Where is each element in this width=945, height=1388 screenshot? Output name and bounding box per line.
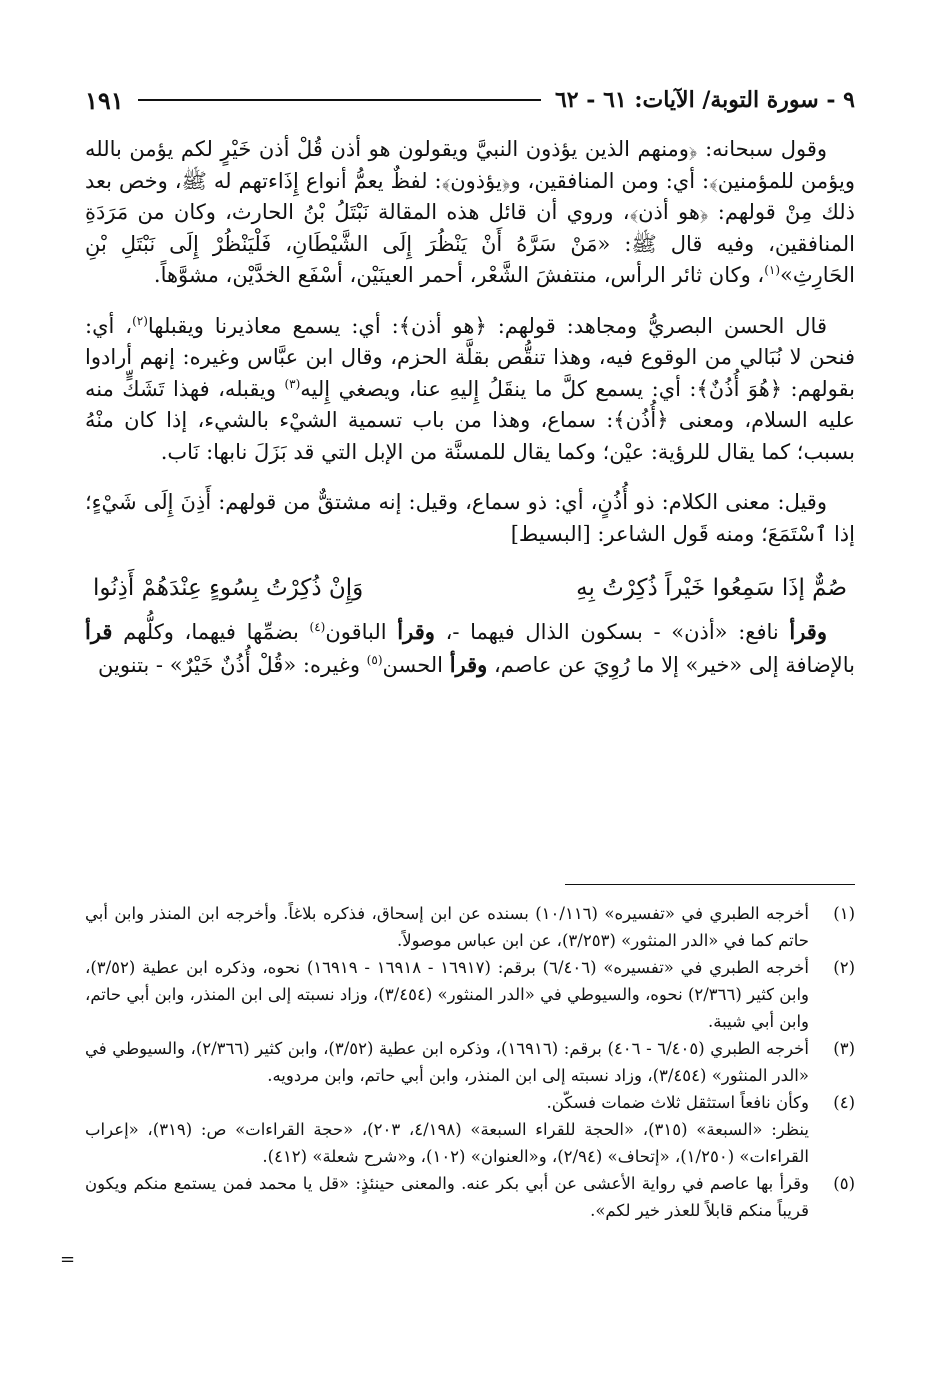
paragraph-1 (85, 134, 855, 292)
footnote-ref[interactable]: (١) (764, 263, 781, 277)
footnote-item (85, 1089, 855, 1170)
footnote-number: (٢) (833, 958, 855, 977)
running-title: ٩ - سورة التوبة/ الآيات: ٦١ - ٦٢ (554, 87, 855, 113)
paragraph-text: وقيل: معنى الكلام: ذو أُذُنٍ، أي: ذو سماع، وقيل: إنه مشتقٌّ من قولهم: أَذِنَ إِلَى شَيْءٍ؛ إذا ٱسْتَمَعَ؛ ومنه قَول الشاعر: [البسيط] (85, 490, 855, 546)
paragraph-text: ويقبله، فهذا تَشَكٍّ منه عليه السلام، ومعنى ﴿أُذُن﴾: سماع، وهذا من باب تسمية الشيْء بالشيء، إذا كان منْهُ بسبب؛ كما يقال للرؤية: عيْن؛ وكما يقال للمسنَّة من الإبل التي قد بَزَلَ نابها: نَاب. (85, 376, 855, 464)
footnote-text: أخرجه الطبري (٦/٤٠٥ - ٤٠٦) برقم: (١٦٩١٦)، وذكره ابن عطية (٣/٥٢)، وابن كثير (٢/٣٦٦)، والسيوطي في «الدر المنثور» (٣/٤٥٤)، وزاد نسبته إلى ابن المنذر، وابن أبي حاتم، وابن مردويه. (85, 1039, 809, 1085)
margin-mark: = (60, 1249, 76, 1270)
main-text (85, 134, 855, 681)
footnote-text-line: وكأن نافعاً استثقل ثلاث ضمات فسكّن. (546, 1093, 809, 1112)
paragraph-text: الباقون (325, 620, 398, 644)
footnote-text: أخرجه الطبري في «تفسيره» (٦/٤٠٦) برقم: (١٦٩١٧ - ١٦٩١٨ - ١٦٩١٩) نحوه، وذكره ابن عطية (٣/٥٢)، وابن كثير (٢/٣٦٦) نحوه، والسيوطي في «الدر المنثور» (٣/٤٥٤)، وزاد نسبته إلى ابن المنذر، وابن أبي حاتم، وابن أبي شيبة. (85, 958, 809, 1031)
paragraph-text: وقول سبحانه: ﴿ومنهم الذين يؤذون النبيَّ ويقولون هو أذن قُلْ أذن خَيْرٍ لكم يؤمن بالله ويؤمن للمؤمنين﴾: أي: ومن المنافقين، و﴿يؤذون﴾: لفظٌ يعمُّ أنواع إِذَاءتهم له ﷺ، وخص بعد ذلك مِنْ قولهم: ﴿هو أذن﴾، وروي أن قائل هذه المقالة نَبْتَلُ بْنُ الحارث، وكان من مَرَدَةِ المنافقين، وفيه قال ﷺ: «مَنْ سَرَّهُ أَنْ يَنْظُرَ إِلَى الشَّيْطَانِ، فَلْيَنْظُرْ إِلَى نَبْتَلِ بْنِ الحَارِثِ» (85, 137, 855, 287)
verse-hemistich-first: صُمٌّ إذَا سَمِعُوا خَيْراً ذُكِرْتُ بِهِ (576, 575, 847, 601)
footnote-item (85, 954, 855, 1035)
footnote-item (85, 1035, 855, 1089)
footnote-text: أخرجه الطبري في «تفسيره» (١٠/١١٦) بسنده عن ابن إسحاق، فذكره بلاغاً. وأخرجه ابن المنذر وابن أبي حاتم كما في «الدر المنثور» (٣/٢٥٣)، عن ابن عباس موصولاً. (85, 904, 810, 950)
paragraph-text: قال الحسن البصريُّ ومجاهد: قولهم: ﴿هو أذن﴾: أي: يسمع معاذيرنا ويقبلها (147, 313, 827, 338)
paragraph-text: ، أي: فنحن لا نُبَالي من الوقوع فيه، وهذا تنقُّص بقلَّة الحزم، وقال ابن عبَّاس وغيره: إنهم أرادوا بقولهم: ﴿هُوَ أُذُنٌ﴾: أي: يسمع كلَّ ما ينقَلُ إِليهِ عنا، ويصغي إِليه (85, 313, 855, 401)
paragraph-2 (85, 311, 855, 469)
footnote-ref[interactable]: (٤) (309, 620, 326, 634)
bold-keyword: قرأ (85, 619, 113, 644)
paragraph-4 (85, 616, 855, 681)
paragraph-text: بضمِّها فيهما، وكلُّهم (112, 620, 310, 644)
header-rule (138, 99, 541, 101)
verse-hemistich-second: وَإِنْ ذُكِرْتُ بِسُوءٍ عِنْدَهُمْ أَذِنُوا (93, 575, 364, 601)
paragraph-text: وغيره: «قُلْ أُذُنٌ خَيْرٌ» - بتنوين (98, 652, 367, 677)
bold-keyword: وقرأ (789, 619, 827, 644)
footnote-text: وقرأ بها عاصم في رواية الأعشى عن أبي بكر عنه. والمعنى حينئذٍ: «قل يا محمد فمن يستمع منكم ويكون قريباً منكم قابلاً للعذر خير لكم». (85, 1174, 809, 1220)
footnote-item (85, 900, 855, 954)
footnote-number: (٣) (833, 1039, 855, 1058)
page-header (85, 80, 855, 120)
footnote-ref[interactable]: (٥) (366, 652, 383, 667)
footnote-text-line: ينظر: «السبعة» (٣١٥)، «الحجة للقراء السبعة» (٤/١٩٨، ٢٠٣)، «حجة القراءات» ص: (٣١٩)، «إعراب القراءات» (١/٢٥٠)، «إتحاف» (٢/٩٤)، و«العنوان» (١٠٢)، و«شرح شعلة» (٤١٢). (85, 1120, 809, 1166)
footnote-number: (١) (833, 904, 855, 923)
footnote-ref[interactable]: (٣) (284, 376, 301, 391)
paragraph-text: ، وكان ثائر الرأس، منتفشَ الشَّعْر، أحمر العينَيْن، أسْفَع الخدَّيْن، مشوَّهاً. (153, 263, 765, 287)
footnote-number: (٤) (833, 1093, 855, 1112)
footnote-ref[interactable]: (٢) (132, 313, 148, 328)
bold-keyword: وقرأ (397, 619, 435, 644)
footnote-item (85, 1170, 855, 1224)
poetry-verse (93, 568, 847, 608)
footnote-number: (٥) (833, 1174, 855, 1193)
footnote-text (85, 1089, 809, 1170)
paragraph-text: الحسن (382, 652, 450, 677)
footnote-divider (565, 884, 855, 885)
paragraph-text: نافع: «أذن» - بسكون الذال فيهما -، (434, 620, 790, 644)
paragraph-text: بالإضافة إلى «خير» إلا ما رُوِيَ عن عاصم، (487, 652, 855, 677)
footnotes (85, 900, 855, 1224)
page-number: ١٩١ (85, 85, 124, 115)
paragraph-3 (85, 487, 855, 550)
bold-keyword: وقرأ (449, 651, 488, 677)
